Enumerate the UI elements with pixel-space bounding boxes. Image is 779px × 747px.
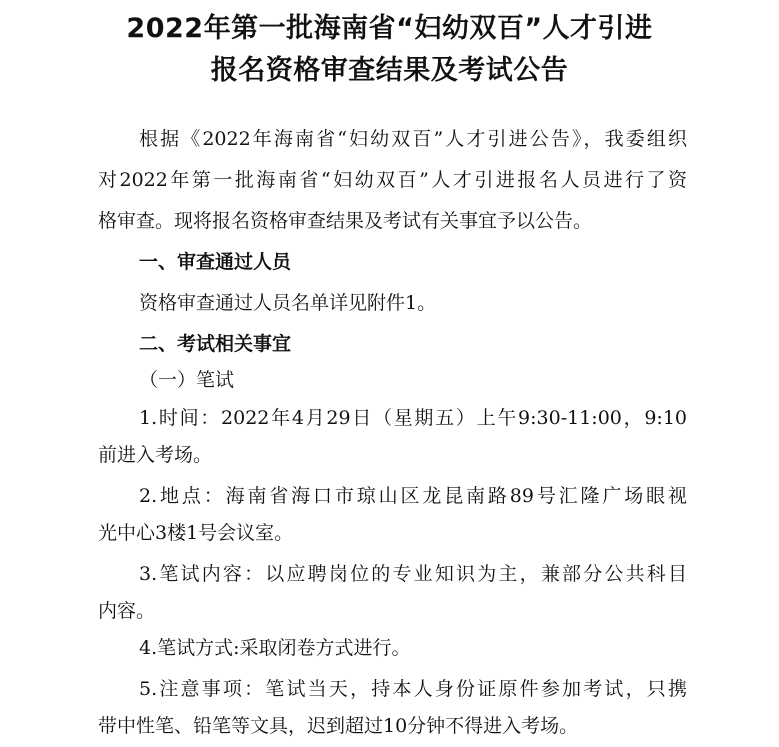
intro-paragraph-line-2: 对2022年第一批海南省“妇幼双百”人才引进报名人员进行了资 bbox=[98, 169, 687, 191]
section-2-heading: 二、考试相关事宜 bbox=[139, 333, 292, 355]
subsection-written-exam: （一）笔试 bbox=[139, 369, 235, 391]
item-4-line-1: 4.笔试方式:采取闭卷方式进行。 bbox=[139, 637, 411, 659]
item-2-line-1: 2.地点：海南省海口市琼山区龙昆南路89号汇隆广场眼视 bbox=[139, 485, 687, 507]
item-1-line-2: 前进入考场。 bbox=[98, 444, 213, 466]
item-3-line-2: 内容。 bbox=[98, 600, 156, 622]
intro-paragraph-line-3: 格审查。现将报名资格审查结果及考试有关事宜予以公告。 bbox=[98, 210, 593, 232]
document-title-line-2: 报名资格审查结果及考试公告 bbox=[210, 55, 569, 86]
document-title-line-1: 2022年第一批海南省“妇幼双百”人才引进 bbox=[126, 13, 653, 44]
section-1-text: 资格审查通过人员名单详见附件1。 bbox=[139, 292, 437, 314]
item-3-line-1: 3.笔试内容：以应聘岗位的专业知识为主，兼部分公共科目 bbox=[139, 563, 687, 585]
item-1-line-1: 1.时间：2022年4月29日（星期五）上午9:30-11:00，9:10 bbox=[139, 407, 687, 429]
item-5-line-1: 5.注意事项：笔试当天，持本人身份证原件参加考试，只携 bbox=[139, 678, 687, 700]
intro-paragraph-line-1: 根据《2022年海南省“妇幼双百”人才引进公告》，我委组织 bbox=[139, 128, 687, 150]
item-5-line-2: 带中性笔、铅笔等文具，迟到超过10分钟不得进入考场。 bbox=[98, 715, 579, 737]
item-2-line-2: 光中心3楼1号会议室。 bbox=[98, 522, 294, 544]
section-1-heading: 一、审查通过人员 bbox=[139, 251, 292, 273]
